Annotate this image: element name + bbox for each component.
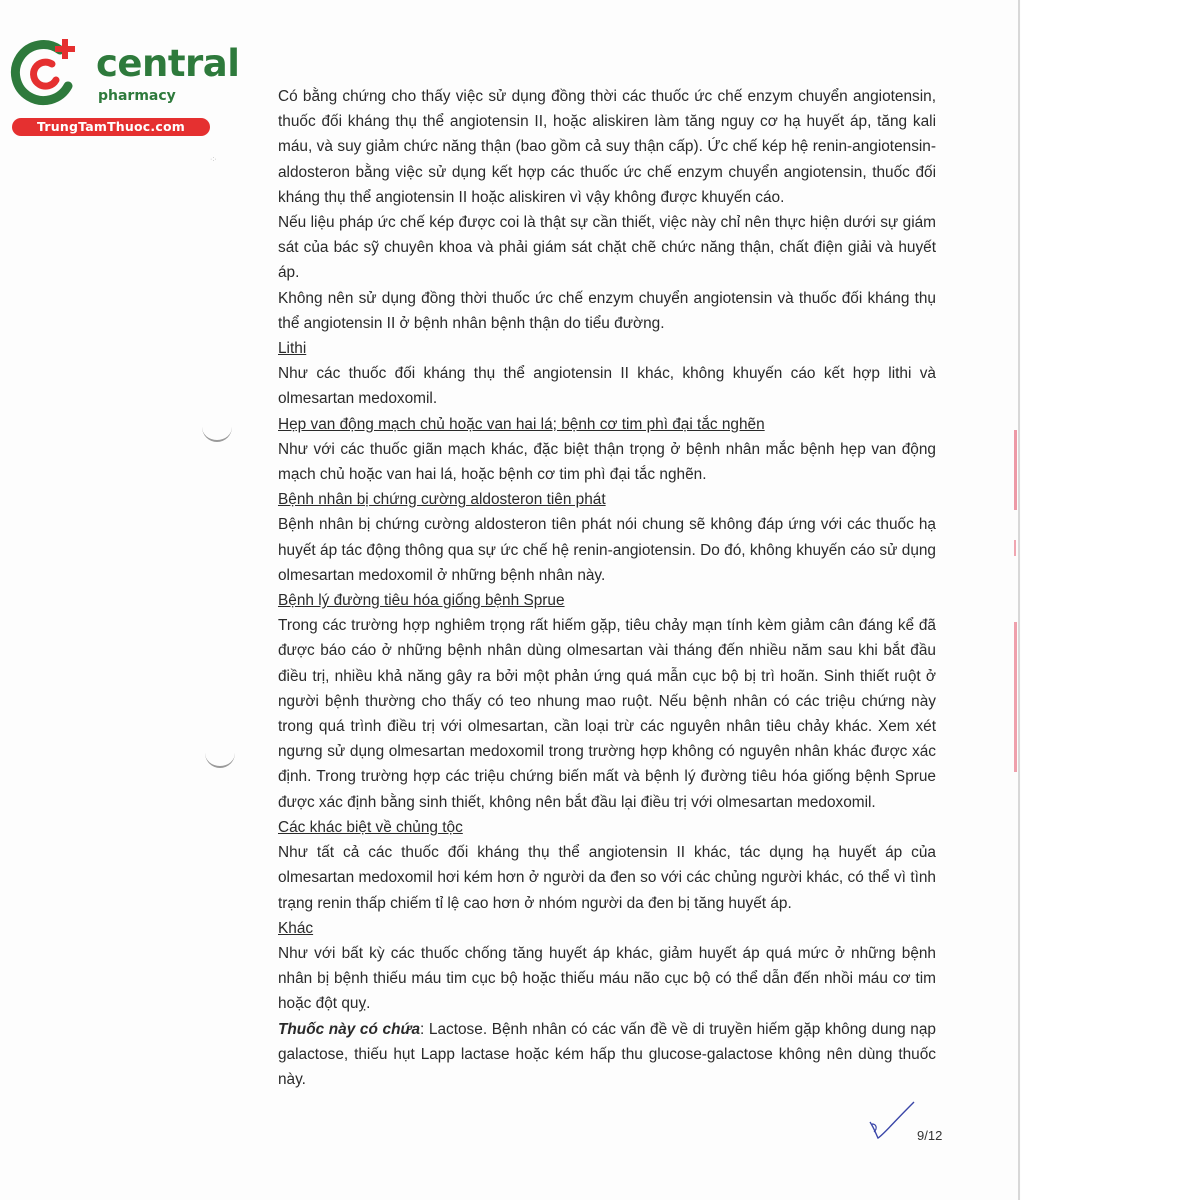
body-paragraph: Như với bất kỳ các thuốc chống tăng huyết áp khác, giảm huyết áp quá mức ở những bệnh nhân bị bệnh thiếu máu tim cục bộ hoặc thiếu máu não cục bộ có thể dẫn đến nhồi máu cơ tim hoặc đột quỵ. — [278, 944, 936, 1013]
body-paragraph: Bệnh nhân bị chứng cường aldosteron tiên phát nói chung sẽ không đáp ứng với các thuốc hạ huyết áp tác động thông qua sự ức chế hệ renin-angiotensin. Do đó, không khuyến cáo sử dụng olmesartan medoxomil ở những bệnh nhân này. — [278, 516, 936, 584]
central-logo-icon — [10, 36, 82, 108]
signature-mark — [868, 1098, 918, 1144]
body-paragraph: Như các thuốc đối kháng thụ thể angiotensin II khác, không khuyến cáo kết hợp lithi và olmesartan medoxomil. — [278, 365, 936, 408]
page-edge — [1018, 0, 1020, 1200]
section-heading: Các khác biệt về chủng tộc — [278, 818, 463, 836]
emphasis-label: Thuốc này có chứa — [278, 1020, 421, 1038]
punch-hole — [205, 746, 235, 768]
punch-hole — [202, 420, 232, 442]
document-body — [278, 84, 936, 1092]
body-paragraph: Như tất cả các thuốc đối kháng thụ thể angiotensin II khác, tác dụng hạ huyết áp của olmesartan medoxomil hơi kém hơn ở người da đen so với các chủng người khác, có thể vì tình trạng renin thấp chiếm tỉ lệ cao hơn ở nhóm người da đen bị tăng huyết áp. — [278, 844, 936, 912]
stamp-mark — [984, 622, 1017, 772]
scan-speck: ·:· — [210, 156, 217, 163]
section-heading: Lithi — [278, 340, 307, 358]
body-paragraph — [278, 1017, 936, 1093]
logo-subtitle: pharmacy — [98, 88, 176, 104]
body-paragraph: Không nên sử dụng đồng thời thuốc ức chế enzym chuyển angiotensin và thuốc đối kháng thụ thể angiotensin II ở bệnh nhân bệnh thận do tiểu đường. — [278, 289, 936, 332]
body-paragraph: Trong các trường hợp nghiêm trọng rất hiếm gặp, tiêu chảy mạn tính kèm giảm cân đáng kể đã được báo cáo ở những bệnh nhân dùng olmesartan vài tháng đến nhiều năm sau khi bắt đầu điều trị, nhiều khả năng gây ra bởi một phản ứng quá mẫn cục bộ bị trì hoãn. Sinh thiết ruột ở người bệnh thường cho thấy có teo nhung mao ruột. Nếu bệnh nhân có các triệu chứng này trong quá trình điều trị với olmesartan, cần loại trừ các nguyên nhân tiêu chảy khác. Xem xét ngưng sử dụng olmesartan medoxomil trong trường hợp không có nguyên nhân khác được xác định. Trong trường hợp các triệu chứng biến mất và bệnh lý đường tiêu hóa giống bệnh Sprue được xác định bằng sinh thiết, không nên bắt đầu lại điều trị với olmesartan medoxomil. — [278, 617, 936, 811]
page-margin-right — [1021, 0, 1200, 1200]
stamp-mark — [984, 540, 1016, 556]
paragraph-text: : Lactose. Bệnh nhân có các vấn đề về di truyền hiếm gặp không dung nạp galactose, thiếu hụt Lapp lactase hoặc kém hấp thu glucose-galactose không nên dùng thuốc này. — [278, 1020, 936, 1088]
page-number: 9/12 — [917, 1128, 943, 1143]
section-heading: Bệnh nhân bị chứng cường aldosteron tiên phát — [278, 491, 606, 509]
central-pharmacy-logo — [10, 36, 240, 136]
body-paragraph: Có bằng chứng cho thấy việc sử dụng đồng thời các thuốc ức chế enzym chuyển angiotensin, thuốc đối kháng thụ thể angiotensin II, hoặc aliskiren làm tăng nguy cơ hạ huyết áp, tăng kali máu, và suy giảm chức năng thận (bao gồm cả suy thận cấp). Ức chế kép hệ renin-angiotensin-aldosteron bằng việc sử dụng kết hợp các thuốc ức chế enzym chuyển angiotensin, thuốc đối kháng thụ thể angiotensin II hoặc aliskiren vì vậy không được khuyến cáo. — [278, 88, 936, 206]
body-paragraph: Nếu liệu pháp ức chế kép được coi là thật sự cần thiết, việc này chỉ nên thực hiện dưới sự giám sát của bác sỹ chuyên khoa và phải giám sát chặt chẽ chức năng thận, chất điện giải và huyết áp. — [278, 214, 936, 282]
logo-url-banner: TrungTamThuoc.com — [12, 118, 210, 136]
section-heading: Bệnh lý đường tiêu hóa giống bệnh Sprue — [278, 592, 565, 610]
stamp-mark — [984, 430, 1017, 510]
logo-wordmark: central — [96, 42, 240, 85]
body-paragraph: Như với các thuốc giãn mạch khác, đặc biệt thận trọng ở bệnh nhân mắc bệnh hẹp van động mạch chủ hoặc van hai lá, hoặc bệnh cơ tim phì đại tắc nghẽn. — [278, 440, 936, 484]
section-heading: Khác — [278, 919, 314, 937]
section-heading: Hẹp van động mạch chủ hoặc van hai lá; bệnh cơ tim phì đại tắc nghẽn — [278, 415, 765, 433]
